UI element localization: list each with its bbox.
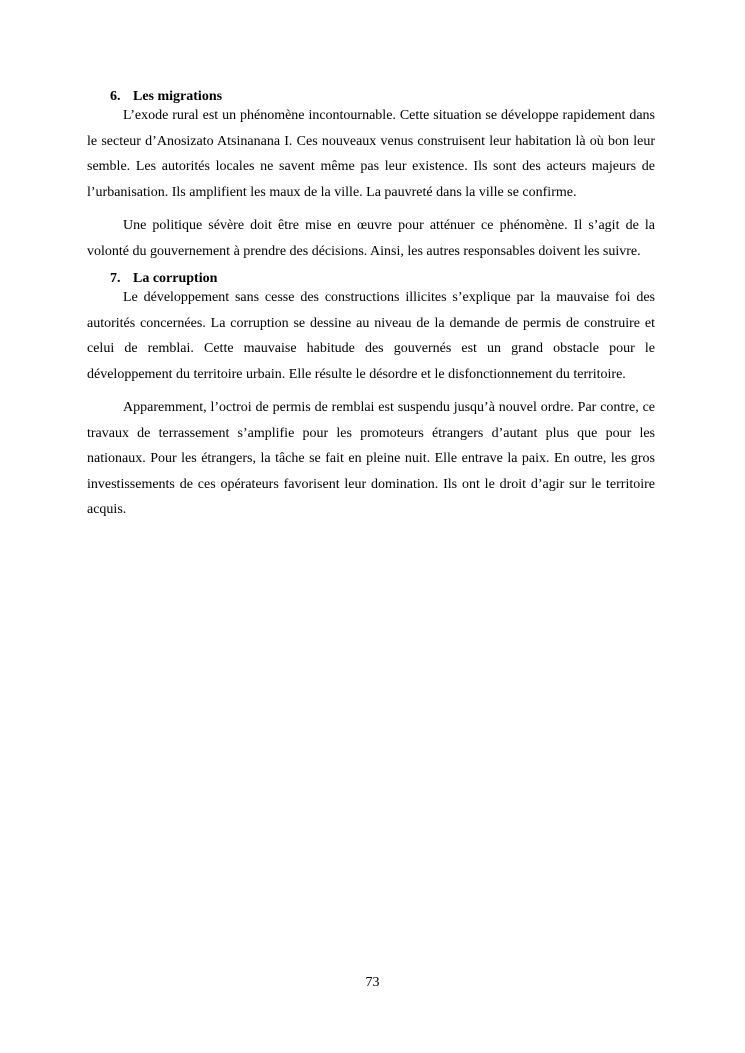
paragraph: L’exode rural est un phénomène incontournable. Cette situation se développe rapidement dans le secteur d’Anosizato Atsinanana I. Ces nouveaux venus construisent leur habitation là où bon leur semble. Les autorités locales ne savent même pas leur existence. Ils sont des acteurs majeurs de l’urbanisation. Ils amplifient les maux de la ville. La pauvreté dans la ville se confirme. (87, 108, 655, 200)
paragraph: Une politique sévère doit être mise en œuvre pour atténuer ce phénomène. Il s’agit de la volonté du gouvernement à prendre des décisions. Ainsi, les autres responsables doivent les suivre. (87, 218, 655, 259)
page-number: 73 (365, 975, 380, 990)
section-title: La corruption (133, 271, 218, 286)
section-title: Les migrations (133, 89, 223, 104)
section-number: 6. (110, 89, 121, 104)
paragraph: Apparemment, l’octroi de permis de remblai est suspendu jusqu’à nouvel ordre. Par contre, ce travaux de terrassement s’amplifie pour les promoteurs étrangers d’autant plus que pour les nationaux. Pour les étrangers, la tâche se fait en pleine nuit. Elle entrave la paix. En outre, les gros investissements de ces opérateurs favorisent leur domination. Ils ont le droit d’agir sur le territoire acquis. (87, 400, 655, 517)
page-body (87, 88, 655, 523)
paragraph: Le développement sans cesse des constructions illicites s’explique par la mauvaise foi des autorités concernées. La corruption se dessine au niveau de la demande de permis de construire et celui de remblai. Cette mauvaise habitude des gouvernés est un grand obstacle pour le développement du territoire urbain. Elle résulte le désordre et le disfonctionnement du territoire. (87, 290, 655, 382)
section-number: 7. (110, 271, 121, 286)
